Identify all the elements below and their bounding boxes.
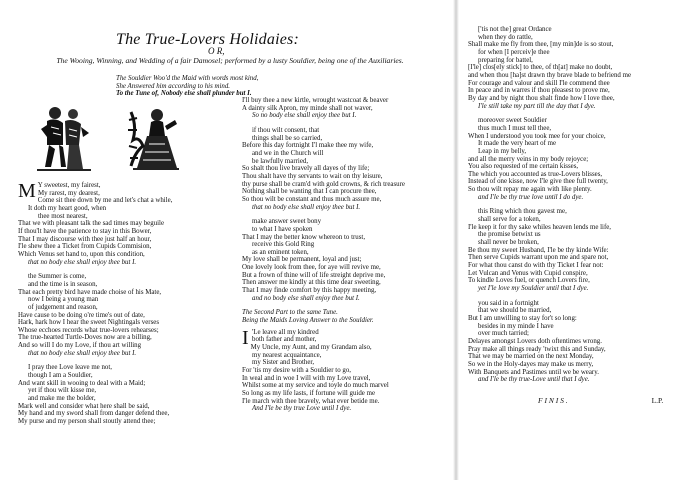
verse-line: when they do rattle, (478, 33, 533, 41)
verse-line: besides in my minde I have (478, 322, 554, 330)
verse-line: Instead of one kisse, now I'le give thee full twenty, (468, 178, 608, 186)
verse-line: thee most nearest, (38, 212, 88, 220)
verse-line: Whose ecchoes records what true-lovers rehearses; (18, 326, 159, 334)
verse-line: shall never be broken, (478, 239, 539, 247)
stanza-gap (242, 211, 452, 218)
verse-line: That I may finde comfort by this happy meeting, (242, 287, 377, 295)
verse-line: my Sister and Brother, (252, 359, 315, 367)
verse-line: Be thou my sweet Husband, I'le be thy kinde Wife: (468, 246, 609, 254)
verse-line: for when [I perceiv]e thee (478, 48, 550, 56)
verse-line: And want skill in wooing to deal with a Maid; (18, 379, 146, 387)
verse-line: make answer sweet bony (252, 218, 322, 226)
verse-line: A dainty silk Apron, my minde shall not waver, (242, 104, 373, 112)
verse-column-3 (468, 26, 680, 408)
verse-line: Leap in my belly, (478, 147, 527, 155)
verse-line: Have cause to be doing o're time's out of date, (18, 311, 145, 319)
intro-line: She Answered him according to his mind. (116, 82, 231, 90)
refrain-line: yet I'le love my Souldier until that I dye. (478, 285, 589, 292)
verse-line: That each pretty bird have made choise of his Mate, (18, 288, 162, 296)
verse-line: My Uncle, my Aunt, and my Grandam also, (250, 344, 372, 352)
verse-line: preparing for battel, (478, 56, 533, 64)
verse-line: things shall be so carried, (252, 134, 323, 142)
verse-line: I'le shew thee a Ticket from Cupids Commision, (18, 243, 152, 251)
drop-cap-i: I (242, 326, 249, 349)
verse-line: and make me the bolder, (28, 395, 96, 403)
verse-line: Then serve Cupids warrant upon me and spare not, (468, 254, 609, 262)
refrain-line: and no body else shall enjoy thee but I. (252, 294, 360, 302)
stanza-gap (468, 201, 680, 208)
verse-line: thy purse shall be cram'd with gold crowns, & rich treasure (242, 180, 405, 188)
verse-line: be lawfully married, (252, 157, 309, 165)
intro-line: The Souldier Woo'd the Maid with words most kind, (116, 75, 259, 82)
verse-line: The true-hearted Turtle-Doves now are a billing, (18, 334, 152, 342)
refrain-line: that no body else shall enjoy thee but I. (28, 349, 137, 357)
stanza-gap (468, 384, 680, 390)
author-initials: L.P. (651, 395, 664, 405)
woodcut-soldier-image (33, 103, 95, 173)
verse-line: Hark, hark how I hear the sweet Nightingals verses (18, 319, 160, 327)
verse-line: I pray thee Love leave me not, (28, 364, 112, 372)
verse-line: With Banquets and Pastimes until we be weary. (468, 368, 599, 376)
verse-line: My hand and my sword shall from danger defend thee, (18, 410, 170, 418)
verse-line: Thou shalt have thy servants to wait on thy leisure, (242, 172, 383, 180)
verse-line: In weal and in woe I will with my Love travel, (242, 374, 371, 382)
verse-line: It made the very heart of me (478, 140, 557, 148)
verse-line: My love shall be permanent, loyal and just; (242, 256, 362, 264)
refrain-line: that no body else shall enjoy thee but I. (252, 203, 361, 211)
verse-line: and all the merry veins in my body rejoyce; (468, 155, 589, 163)
page-gutter (453, 0, 459, 480)
verse-line: To kindle Loves fuel, or quench Lovers fire, (468, 277, 590, 285)
verse-line: But a frown of thine will of life streight deprive me, (242, 271, 386, 279)
verse-line: That I may discourse with thee just half an hour, (18, 235, 152, 243)
stanza-gap (468, 293, 680, 300)
verse-line: One lovely look from thee, for aye will revive me, (242, 264, 381, 272)
verse-line: And so will I do my Love, if thou art willing (18, 342, 142, 350)
refrain-line: And I'le be thy true Love until I dye. (252, 405, 352, 413)
ballad-subtitle: The Wooing, Winning, and Wedding of a fair Damosel; performed by a lusty Souldier, being one of the Auxiliaries. (56, 56, 404, 65)
verse-line: You also requested of me certain kisses, (468, 163, 579, 171)
refrain-line: that no body else shall enjoy thee but I. (28, 258, 137, 266)
verse-line: My rarest, my dearest, (38, 189, 100, 197)
verse-line: For courage and valour and skill I'le commend thee (468, 79, 610, 87)
refrain-line: So no body else shall enjoy thee but I. (252, 112, 357, 120)
verse-line: Y sweetest, my fairest, (37, 182, 101, 189)
verse-line: It doth my heart good, when (28, 204, 107, 212)
ballad-title: The True-Lovers Holidaies: (116, 31, 299, 48)
stanza-gap (468, 110, 680, 117)
tune-line: To the Tune of, Nobody else shall plunder but I. (116, 90, 252, 98)
verse-line: [I'le] clos[ely stick] to thee, of th[at] make no doubt, (468, 64, 613, 72)
verse-line: So thou wilt be constant and thus much assure me, (242, 195, 382, 203)
verse-line: Pray make all things ready 'twixt this and Sunday, (468, 345, 606, 353)
verse-line: Delayes amongst Lovers doth oftentimes wrong. (468, 337, 602, 345)
verse-line: though I am a Souldier, (28, 372, 93, 380)
stanza-gap (242, 302, 452, 309)
verse-line: Which Venus set hand to, upon this condition, (18, 250, 145, 258)
verse-line: My purse and my person shall stoutly attend thee; (18, 418, 156, 426)
verse-line: That we may be married on the next Monday, (468, 353, 594, 361)
verse-line: of judgement and reason, (28, 303, 98, 311)
verse-line: that we should be married, (478, 307, 552, 315)
verse-line: By day and by night thou shalt finde how I love thee, (468, 94, 615, 102)
intro-verse (116, 75, 258, 98)
verse-line: So long as my life lasts, if fortune will guide me (242, 389, 376, 397)
verse-line: Let Vulcan and Venus with Cupid conspire, (468, 269, 588, 277)
verse-line: 'Le leave all my kindred (252, 328, 319, 336)
verse-line: yet if thou wilt kisse me, (28, 387, 97, 395)
verse-line: as an eminent token, (252, 248, 309, 256)
drop-cap-m: M (18, 180, 36, 202)
refrain-line: and I'le be thy true love until I do dye. (478, 193, 584, 201)
verse-column-2 (242, 97, 452, 413)
verse-line: and we in the Church will (252, 149, 324, 157)
verse-line: to what I have spoken (252, 225, 313, 233)
verse-line: In peace and in warres if thou pleasest to prove me, (468, 87, 610, 95)
verse-line: Shall make me fly from thee, [my min]de is so stout, (468, 41, 614, 49)
verse-line: I'le march with thee bravely, what ever betide me. (242, 397, 380, 405)
refrain-line: I'le still take my part till the day that I dye. (478, 102, 596, 110)
verse-line: For 'tis my desire with a Souldier to go, (242, 367, 351, 374)
verse-line: But I am unwilling to stay for't so long: (468, 314, 577, 322)
verse-line: For what thou canst do with thy Ticket I fear not: (468, 262, 604, 270)
verse-line: That I may the better know whereon to trust, (242, 233, 366, 241)
verse-line: both father and mother, (252, 336, 317, 344)
verse-line: I'll buy thee a new kirtle, wrought wastcoat & beaver (242, 97, 389, 104)
verse-line: now I being a young man (28, 296, 99, 304)
verse-line: I'le keep it for thy sake whiles heaven lends me life, (468, 223, 612, 231)
woodcut-maiden-image (125, 106, 183, 172)
verse-line: Before this day fortnight I'l make thee my wife, (242, 142, 374, 150)
verse-line: you said in a fortnight (478, 299, 539, 307)
verse-line: Mark well and consider what here shall be said, (18, 402, 150, 410)
verse-line: receive this Gold Ring (252, 241, 315, 249)
second-part-heading: The Second Part to the same Tune. (242, 309, 338, 317)
second-part-subheading: Being the Maids Loving Answer to the Souldier. (242, 317, 374, 325)
verse-line: So shalt thou live bravely all dayes of thy life; (242, 165, 370, 173)
verse-line: thus much I must tell thee, (478, 124, 552, 132)
verse-line: the Summer is come, (28, 273, 87, 281)
verse-line: and the time is in season, (28, 280, 98, 288)
finis-text: F I N I S . (538, 395, 568, 405)
stanza-gap (18, 266, 238, 273)
stanza-gap (18, 357, 238, 364)
refrain-line: and I'le be thy true-Love until that I dye. (478, 376, 590, 384)
verse-line: over much tarried; (478, 330, 529, 338)
ballad-or: O R, (208, 46, 225, 56)
verse-line: the promise betwixt us (478, 231, 541, 239)
verse-line: if thou wilt consent, that (252, 126, 320, 134)
verse-line: moreover sweet Souldier (478, 117, 547, 125)
verse-line: When I understood you took mee for your choice, (468, 132, 606, 140)
verse-line: Nothing shall be wanting that I can procure thee, (242, 188, 377, 196)
verse-line: shall serve for a token, (478, 216, 541, 224)
verse-line: my nearest acquaintance, (252, 351, 322, 359)
verse-line: If thou'lt have the patience to stay in this Bower, (18, 227, 152, 235)
verse-line: Then answer me kindly at this time dear sweeting, (242, 279, 381, 287)
verse-line: ['tis not the] great Ordance (478, 26, 552, 33)
verse-line: Whilst some at my service and toyle do much marvel (242, 382, 389, 390)
verse-line: and when thou [ha]st drawn thy brave blade to befriend me (468, 71, 632, 79)
verse-line: So we in the Holy-dayes may make us merry, (468, 360, 594, 368)
verse-line: So thou wilt repay me again with like plenty. (468, 186, 592, 194)
verse-line: That we with pleasant talk the sad times may beguile (18, 220, 165, 228)
verse-line: this Ring which thou gavest me, (478, 208, 567, 216)
stanza-gap (242, 120, 452, 127)
verse-column-1 (18, 182, 238, 426)
verse-line: The which you accounted as true-Lovers blisses, (468, 170, 603, 178)
verse-line: Come sit thee down by me and let's chat a while, (37, 197, 173, 205)
